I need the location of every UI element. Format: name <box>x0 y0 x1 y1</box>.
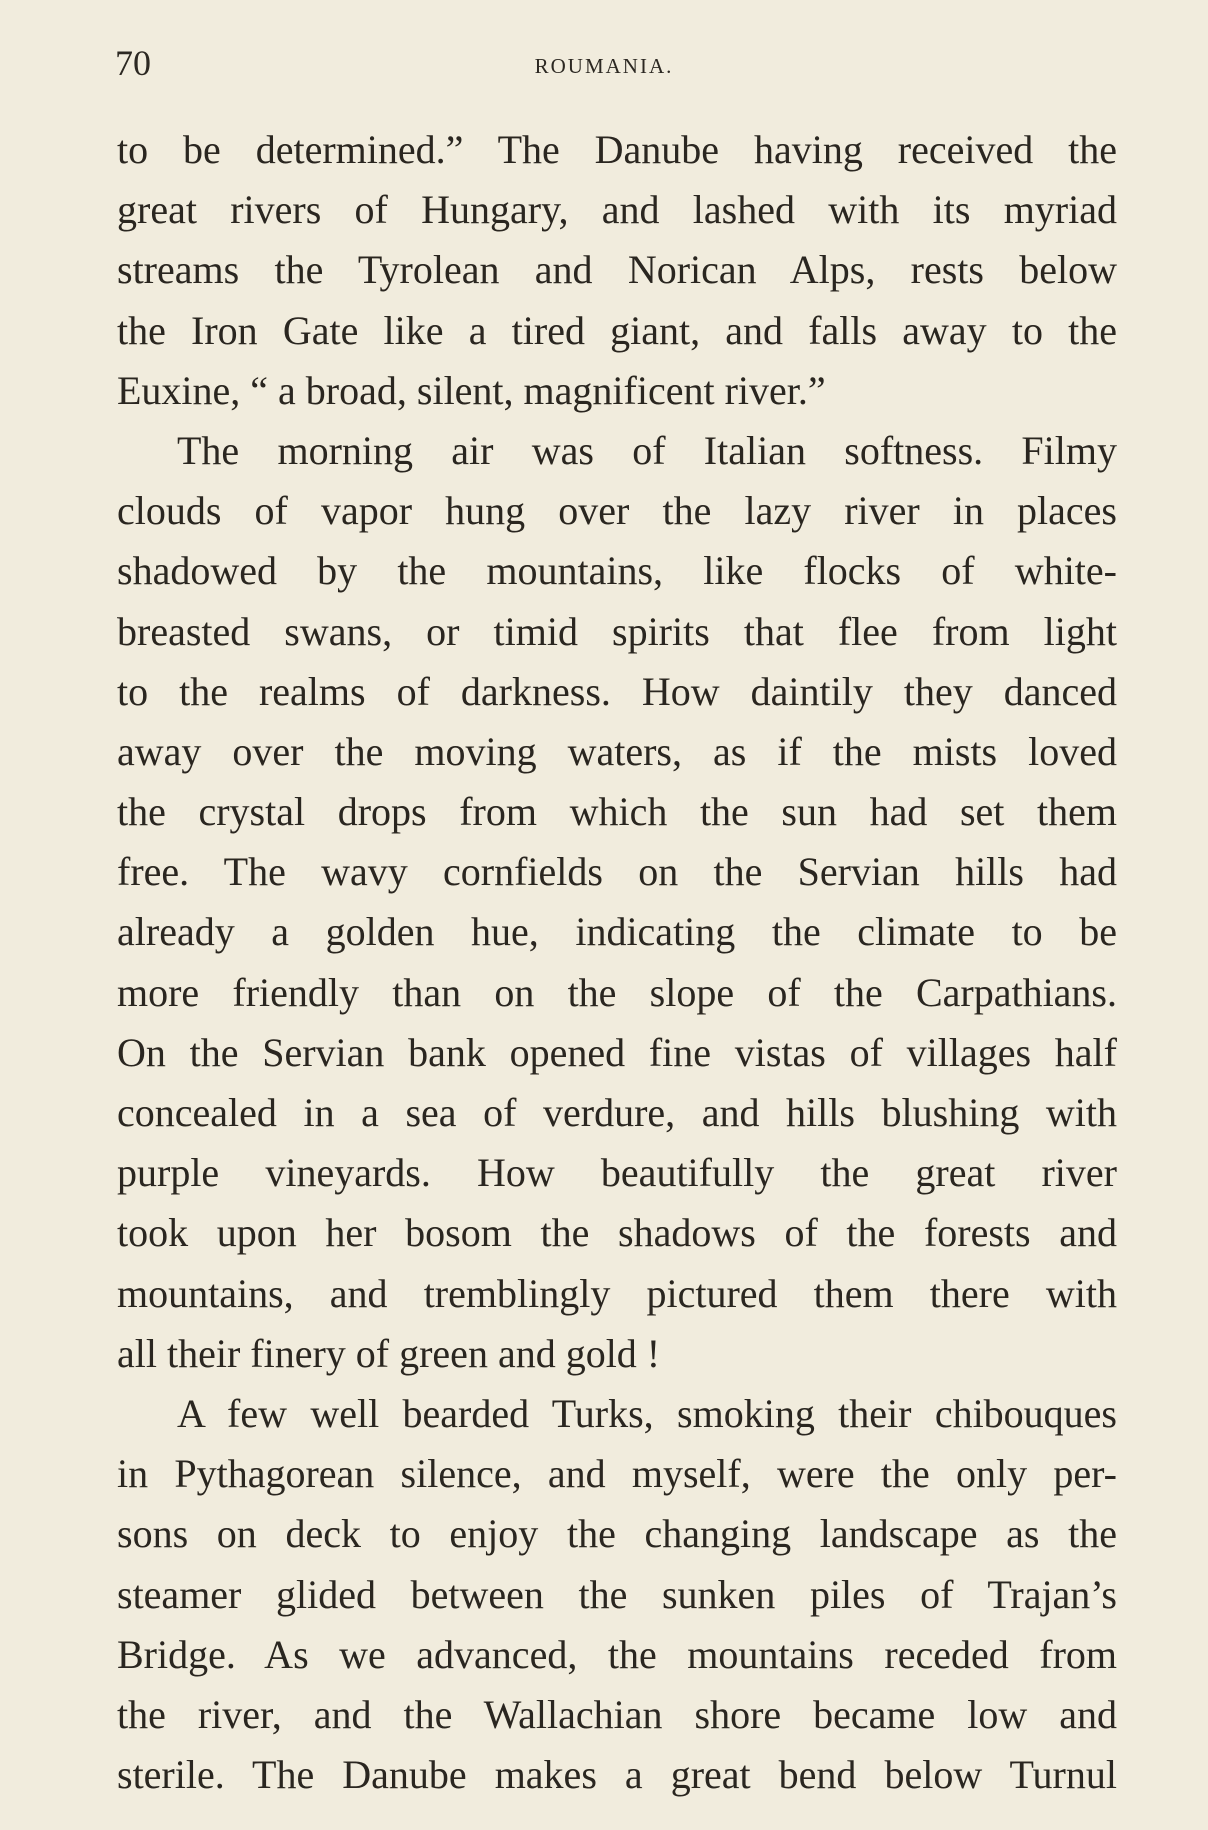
text-line: to be determined.” The Danube having received the <box>117 127 1117 172</box>
text-line: away over the moving waters, as if the mists loved <box>117 728 1117 774</box>
text-line: great rivers of Hungary, and lashed with its myriad <box>117 187 1117 233</box>
paragraph-3 <box>117 1384 1117 1805</box>
text-line: the Iron Gate like a tired giant, and falls away to the <box>117 307 1117 353</box>
text-line: sons on deck to enjoy the changing landscape as the <box>117 1511 1117 1557</box>
text-line: the crystal drops from which the sun had set them <box>117 789 1117 835</box>
text-line: all their finery of green and gold ! <box>117 1330 661 1376</box>
page-number: 70 <box>115 43 151 83</box>
text-line: in Pythagorean silence, and myself, were the only per- <box>117 1451 1117 1497</box>
paragraph-2 <box>117 421 1117 1384</box>
text-line: shadowed by the mountains, like flocks of white- <box>117 548 1117 594</box>
text-line: steamer glided between the sunken piles of Trajan’s <box>117 1571 1117 1617</box>
running-title: ROUMANIA. <box>534 54 674 78</box>
text-line: concealed in a sea of verdure, and hills blushing with <box>117 1090 1117 1135</box>
text-line: A few well bearded Turks, smoking their chibouques <box>177 1390 1117 1436</box>
text-line: to the realms of darkness. How daintily they danced <box>117 668 1117 714</box>
text-line: took upon her bosom the shadows of the forests and <box>117 1210 1117 1256</box>
text-line: the river, and the Wallachian shore became low and <box>117 1691 1117 1737</box>
text-line: The morning air was of Italian softness. Filmy <box>177 427 1117 473</box>
text-line: Euxine, “ a broad, silent, magnificent river.” <box>117 367 826 413</box>
text-line: already a golden hue, indicating the climate to be <box>117 909 1117 955</box>
text-line: Bridge. As we advanced, the mountains receded from <box>117 1631 1117 1677</box>
page-body <box>117 120 1117 1805</box>
text-line: clouds of vapor hung over the lazy river in places <box>117 488 1117 534</box>
text-line: more friendly than on the slope of the Carpathians. <box>117 969 1117 1015</box>
text-line: breasted swans, or timid spirits that flee from light <box>117 608 1117 654</box>
text-line: streams the Tyrolean and Norican Alps, rests below <box>117 247 1117 293</box>
text-line: free. The wavy cornfields on the Servian hills had <box>117 849 1117 895</box>
text-line: mountains, and tremblingly pictured them there with <box>117 1270 1117 1316</box>
text-line: sterile. The Danube makes a great bend below Turnul <box>117 1752 1117 1798</box>
paragraph-1 <box>117 120 1117 421</box>
text-line: purple vineyards. How beautifully the great river <box>117 1150 1117 1196</box>
text-line: On the Servian bank opened fine vistas of villages half <box>117 1029 1117 1075</box>
